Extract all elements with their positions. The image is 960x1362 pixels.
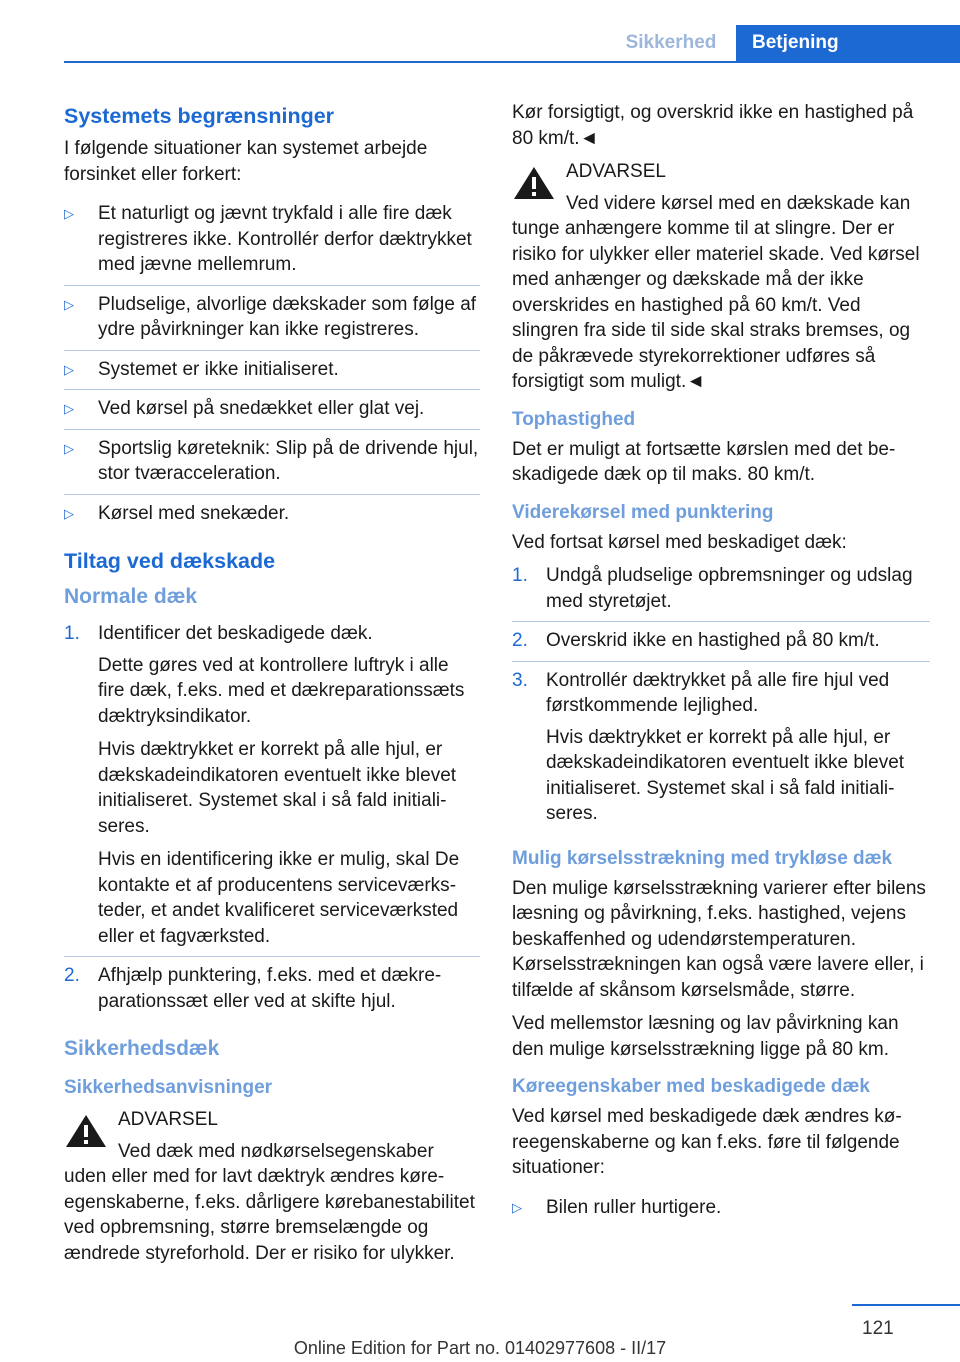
triangle-bullet-icon: ▷ — [512, 1199, 522, 1215]
list-item: ▷ Et naturligt og jævnt trykfald i alle fire dæk registreres ikke. Kontrollér derfor dæktrykket med jævne mellemrum. — [64, 195, 480, 286]
heading-normal-tires: Normale dæk — [64, 585, 198, 608]
limits-list — [64, 195, 480, 533]
triangle-bullet-icon: ▷ — [64, 440, 74, 456]
step-item — [512, 622, 930, 662]
right-column — [512, 100, 930, 1233]
step-number: 1. — [64, 623, 80, 644]
header-rule — [64, 61, 960, 63]
warning-block — [512, 159, 930, 395]
triangle-bullet-icon: ▷ — [64, 206, 74, 221]
heading-tire-damage-action: Tiltag ved dækskade — [64, 549, 276, 573]
step-text: Afhjælp punktering, f.eks. med et dækreparationssæt eller ved at skifte hjul. — [98, 965, 442, 1012]
list-item: ▷ Pludselige, alvorlige dækskader som følge af ydre påvirkninger kan ikke registreres. — [64, 286, 480, 351]
top-speed-text: Det er muligt at fortsætte kørslen med det beskadigede dæk op til maks. 80 km/t. — [512, 438, 896, 485]
list-item: ▷ Sportslig køreteknik: Slip på de drivende hjul, stor tværacceleration. — [64, 430, 480, 495]
heading-handling: Køreegenskaber med beskadigede dæk — [512, 1076, 870, 1097]
tab-betjening[interactable]: Betjening — [736, 25, 960, 61]
list-item: ▷ Systemet er ikke initialiseret. — [64, 351, 480, 391]
heading-top-speed: Tophastighed — [512, 408, 636, 430]
step-number: 2. — [64, 965, 80, 986]
footer-rule — [852, 1304, 960, 1306]
heading-possible-distance: Mulig kørselsstrækning med trykløse dæk — [512, 847, 893, 869]
left-column — [64, 100, 480, 1276]
step-text: Overskrid ikke en hastighed på 80 km/t. — [546, 630, 880, 651]
step-item — [512, 557, 930, 622]
step-text: Identificer det beskadigede dæk. — [98, 623, 373, 644]
continue-steps — [512, 557, 930, 834]
step-text: Undgå pludselige opbremsninger og udslag med styretøjet. — [546, 565, 913, 612]
heading-safety-notes: Sikkerhedsanvisninger — [64, 1077, 273, 1098]
warning-triangle-icon — [512, 165, 556, 201]
triangle-bullet-icon: ▷ — [64, 505, 74, 521]
continue-intro: Ved fortsat kørsel med beskadiget dæk: — [512, 531, 847, 553]
step-number: 3. — [512, 669, 528, 691]
warning-text: Ved videre kørsel med en dækskade kan tunge anhængere komme til at slingre. Der er risiko for ulykker eller materiel skade. Ved kørsel med anhænger og dækskade må der ikke overskrides en hastighed på 60 km/t. Ved slingren fra side til side skal straks bremses, og de påkrævede styrekorrektioner udføres så forsigtigt som muligt.◄ — [512, 192, 920, 392]
warning-title: ADVARSEL — [566, 161, 666, 182]
heading-system-limits: Systemets begrænsninger — [64, 104, 335, 128]
step-detail: Dette gøres ved at kontrollere luftryk i alle fire dæk, f.eks. med et dækreparationssæts dæktryksindikator. — [98, 654, 465, 727]
heading-safety-tires: Sikkerhedsdæk — [64, 1037, 220, 1060]
step-number: 2. — [512, 630, 528, 651]
step-number: 1. — [512, 565, 528, 586]
warning-text: Ved dæk med nødkørselsegenskaber uden eller med for lavt dæktryk ændres køreegenskaberne, f.eks. dårligere kørebanestabilitet ved opbremsning, større bremselængde og ændrede styreforhold. Der er risiko for ulykker. — [64, 1140, 475, 1264]
step-detail: Hvis en identificering ikke er mulig, skal De kontakte et af producentens serviceværksteder, et andet kvalificeret serviceværksted eller et fagværksted. — [98, 849, 460, 947]
speed-note: Kør forsigtigt, og overskrid ikke en hastighed på 80 km/t.◄ — [512, 102, 914, 149]
normal-tires-steps — [64, 615, 480, 1021]
heading-continue-driving: Viderekørsel med punktering — [512, 501, 774, 523]
step-detail: Hvis dæktrykket er korrekt på alle hjul, er dækskadeindikatoren eventuelt ikke blevet initialiseret. Systemet skal i så fald initialiseres. — [98, 739, 457, 837]
step-text: Kontrollér dæktrykket på alle fire hjul ved førstkommende lejlighed. — [546, 669, 890, 716]
warning-block — [64, 1107, 480, 1266]
handling-text: Ved kørsel med beskadigede dæk ændres køreegenskaberne og kan f.eks. føre til følgende situationer: — [512, 1106, 902, 1178]
warning-triangle-icon — [64, 1113, 108, 1149]
triangle-bullet-icon: ▷ — [64, 296, 74, 312]
triangle-bullet-icon: ▷ — [64, 361, 74, 377]
list-item: ▷ Bilen ruller hurtigere. — [512, 1189, 930, 1228]
distance-text: Den mulige kørselsstrækning varierer efter bilens læsning og påvirkning, f.eks. hastighed, vejens beskaffenhed og udendørstemperaturen. Kørselsstrækningen kan også være lavere eller, i tilfælde af skånsom kørselsmåde, større. — [512, 877, 926, 1001]
limits-intro: I følgende situationer kan systemet arbejde forsinket eller forkert: — [64, 138, 428, 185]
distance-text: Ved mellemstor læsning og lav påvirkning kan den mulige kørselsstrækning ligge på 80 km. — [512, 1013, 899, 1060]
list-item: ▷ Kørsel med snekæder. — [64, 495, 480, 534]
handling-list — [512, 1189, 930, 1228]
step-item — [64, 615, 480, 957]
step-item — [64, 957, 480, 1021]
tab-sikkerhed[interactable]: Sikkerhed — [625, 32, 717, 53]
footer-edition: Online Edition for Part no. 01402977608 - II/17 — [293, 1338, 667, 1358]
step-item — [512, 662, 930, 834]
page-number: 121 — [862, 1318, 894, 1339]
triangle-bullet-icon: ▷ — [64, 401, 74, 416]
warning-title: ADVARSEL — [118, 1109, 218, 1130]
list-item: ▷ Ved kørsel på snedækket eller glat vej. — [64, 390, 480, 430]
step-detail: Hvis dæktrykket er korrekt på alle hjul, er dækskadeindikatoren eventuelt ikke blevet initialiseret. Systemet skal i så fald initialiseres. — [546, 726, 905, 824]
